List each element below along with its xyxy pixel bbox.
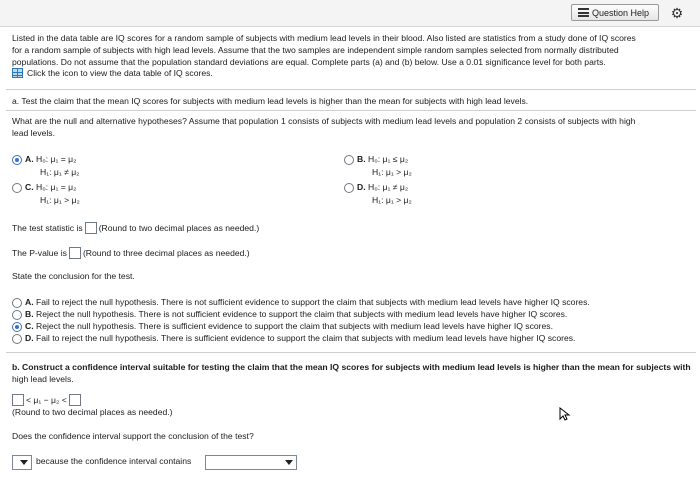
test-statistic-row [12,222,259,235]
radio-button[interactable] [12,322,22,332]
option-letter: B. [357,154,366,164]
radio-button[interactable] [344,183,354,193]
interval-lower-input[interactable] [12,394,24,406]
contains-dropdown[interactable] [205,455,297,470]
gear-icon[interactable]: ⚙ [670,5,684,21]
divider [6,110,696,111]
interval-hint: (Round to two decimal places as needed.) [12,407,173,417]
support-dropdown[interactable] [12,455,32,470]
alt-hypothesis: H₁: μ₁ ≠ μ₂ [40,167,80,177]
null-hypothesis: H₀: μ₁ ≠ μ₂ [367,182,409,192]
radio-button[interactable] [12,183,22,193]
divider [6,352,696,353]
option-letter: C. [25,321,34,331]
menu-icon [578,8,589,17]
conclusion-text: Fail to reject the null hypothesis. There is sufficient evidence to support the claim that subjects with medium lead levels have higher IQ scores. [35,333,576,343]
confidence-interval-row [12,394,83,407]
option-text [357,154,408,165]
option-letter: B. [25,309,34,319]
hypotheses-question [12,116,635,140]
option-text [25,333,575,344]
test-statistic-hint: (Round to two decimal places as needed.) [98,223,260,233]
option-text [25,154,76,165]
conclusion-text: Reject the null hypothesis. There is sufficient evidence to support the claim that subjects with medium lead levels have higher IQ scores. [35,321,553,331]
intro-line-3: populations. Do not assume that the population standard deviations are equal. Complete parts (a) and (b) below. Use a 0.01 significance level for both parts. [12,56,606,67]
top-toolbar [0,0,700,27]
interval-expression: < μ₁ − μ₂ < [26,395,67,405]
option-letter: A. [25,297,34,307]
data-table-link[interactable] [12,68,636,80]
radio-button[interactable] [344,155,354,165]
radio-button[interactable] [12,155,22,165]
null-hypothesis: H₀: μ₁ ≤ μ₂ [367,154,409,164]
test-statistic-label: The test statistic is [12,223,83,233]
pvalue-label: The P-value is [12,248,67,258]
conclusion-label: State the conclusion for the test. [12,271,135,281]
intro-line-1: Listed in the data table are IQ scores for a random sample of subjects with medium lead levels in their blood. Also listed are statistics from a study done of IQ scores [12,33,636,43]
test-statistic-input[interactable] [85,222,97,234]
pvalue-input[interactable] [69,247,81,259]
option-text [25,297,590,308]
pvalue-row [12,247,250,260]
hypotheses-question-line-2: lead levels. [12,127,55,138]
option-letter: C. [25,182,34,192]
radio-button[interactable] [12,298,22,308]
chevron-down-icon [20,460,28,465]
question-help-button[interactable] [571,4,659,21]
intro-line-2: for a random sample of subjects with high lead levels. Assume that the two samples are independent simple random samples selected from normally distributed [12,44,619,55]
radio-button[interactable] [12,334,22,344]
question-help-label: Question Help [592,7,650,18]
pvalue-hint: (Round to three decimal places as needed.) [82,248,250,258]
interval-upper-input[interactable] [69,394,81,406]
conclusion-text: Fail to reject the null hypothesis. There is not sufficient evidence to support the claim that subjects with medium lead levels have higher IQ scores. [35,297,590,307]
part-b-prompt-line-1: b. Construct a confidence interval suitable for testing the claim that the mean IQ scores for subjects with medium lead levels is higher than the mean for subjects with [12,362,691,372]
divider [6,89,696,90]
support-question: Does the confidence interval support the conclusion of the test? [12,431,254,441]
option-letter: A. [25,154,34,164]
option-letter: D. [25,333,34,343]
option-text [25,321,553,332]
conclusion-text: Reject the null hypothesis. There is not sufficient evidence to support the claim that subjects with medium lead levels have higher IQ scores. [35,309,568,319]
option-text [25,309,567,320]
because-label: because the confidence interval contains [36,456,192,466]
part-b-prompt [12,362,691,386]
alt-hypothesis: H₁: μ₁ > μ₂ [40,195,80,205]
option-text [25,182,76,193]
hypotheses-question-line-1: What are the null and alternative hypotheses? Assume that population 1 consists of subjects with medium lead levels and population 2 consists of subjects with high [12,116,636,126]
data-table-link-label: Click the icon to view the data table of IQ scores. [27,68,213,79]
radio-button[interactable] [12,310,22,320]
chevron-down-icon [285,460,293,465]
part-a-prompt: a. Test the claim that the mean IQ scores for subjects with medium lead levels is higher than the mean for subjects with high lead levels. [12,96,529,106]
alt-hypothesis: H₁: μ₁ > μ₂ [372,195,412,205]
table-icon[interactable] [12,68,23,78]
mouse-cursor-icon [558,407,572,421]
null-hypothesis: H₀: μ₁ = μ₂ [35,182,77,192]
alt-hypothesis: H₁: μ₁ > μ₂ [372,167,412,177]
option-letter: D. [357,182,366,192]
intro-text [12,33,636,80]
option-text [357,182,408,193]
part-b-prompt-line-2: high lead levels. [12,373,74,384]
null-hypothesis: H₀: μ₁ = μ₂ [35,154,77,164]
